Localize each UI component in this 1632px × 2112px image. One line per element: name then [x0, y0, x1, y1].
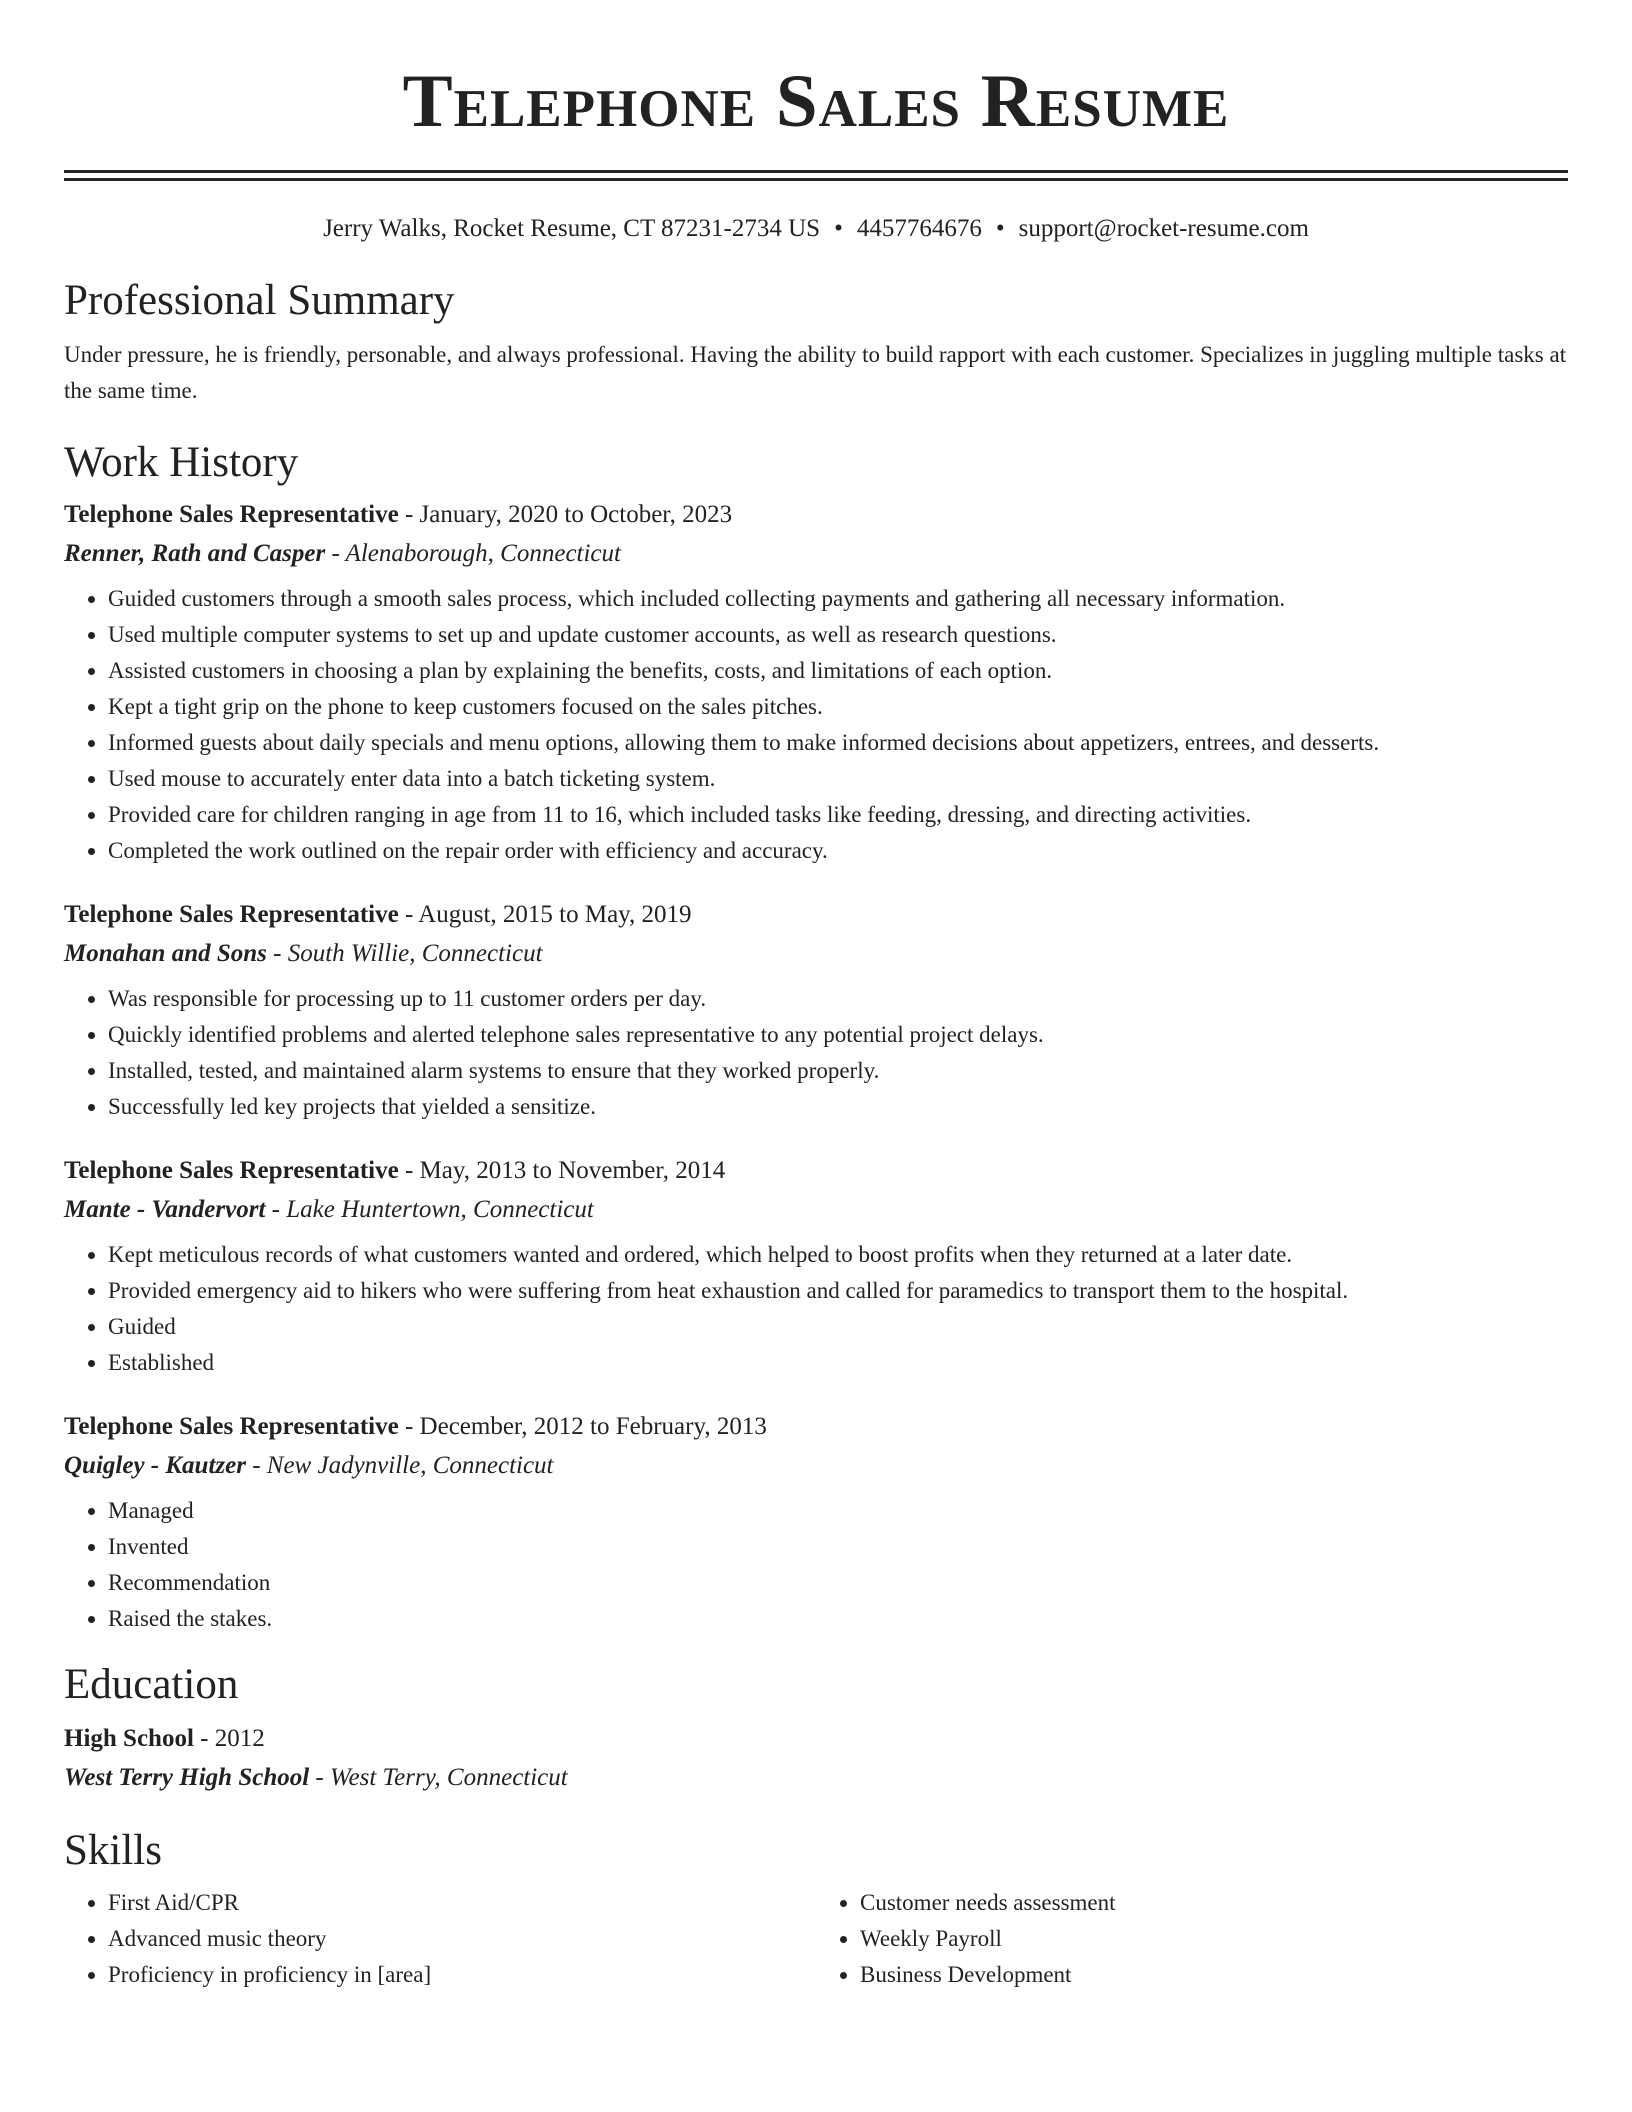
job-entry: [64, 1151, 1568, 1381]
job-entry: [64, 1407, 1568, 1637]
summary-text: Under pressure, he is friendly, personable, and always professional. Having the ability to build rapport with each customer. Specializes in juggling multiple tasks at the same time.: [64, 342, 1567, 403]
job-location: - Lake Huntertown, Connecticut: [265, 1196, 594, 1223]
list-item: • Guided: [108, 1309, 1568, 1345]
list-item: • Kept a tight grip on the phone to keep customers focused on the sales pitches.: [108, 689, 1568, 725]
contact-address: Jerry Walks, Rocket Resume, CT 87231-2734 US: [323, 215, 821, 242]
list-item: • Established: [108, 1345, 1568, 1381]
job-bullets: [64, 1493, 1568, 1637]
job-dates: - December, 2012 to February, 2013: [398, 1413, 767, 1440]
job-title: Telephone Sales Representative: [64, 901, 399, 928]
list-item: • Successfully led key projects that yielded a sensitize.: [108, 1089, 1568, 1125]
job-title: Telephone Sales Representative: [64, 1157, 399, 1184]
resume-title: Telephone Sales Resume: [402, 60, 1230, 143]
list-item: • Weekly Payroll: [860, 1921, 1568, 1957]
list-item: • Used mouse to accurately enter data into a batch ticketing system.: [108, 761, 1568, 797]
title-divider: [64, 170, 1568, 181]
job-company: Monahan and Sons: [64, 940, 267, 967]
contact-phone: 4457764676: [856, 215, 982, 242]
job-dates: - August, 2015 to May, 2019: [398, 901, 692, 928]
list-item: • Proficiency in proficiency in [area]: [108, 1957, 816, 1993]
job-company: Renner, Rath and Casper: [64, 540, 326, 567]
job-location: - New Jadynville, Connecticut: [245, 1452, 554, 1479]
job-dates: - May, 2013 to November, 2014: [398, 1157, 726, 1184]
list-item: • Kept meticulous records of what customers wanted and ordered, which helped to boost profits when they returned at a later date.: [108, 1237, 1568, 1273]
skills-heading: Skills: [64, 1827, 162, 1874]
contact-separator: •: [834, 215, 843, 242]
list-item: • Quickly identified problems and alerted telephone sales representative to any potential project delays.: [108, 1017, 1568, 1053]
list-item: • Informed guests about daily specials and menu options, allowing them to make informed decisions about appetizers, entrees, and desserts.: [108, 725, 1568, 761]
contact-line: [64, 213, 1568, 245]
list-item: • Raised the stakes.: [108, 1601, 1568, 1637]
list-item: • Invented: [108, 1529, 1568, 1565]
job-dates: - January, 2020 to October, 2023: [398, 501, 733, 528]
list-item: • Used multiple computer systems to set up and update customer accounts, as well as research questions.: [108, 617, 1568, 653]
list-item: • Business Development: [860, 1957, 1568, 1993]
job-bullets: [64, 581, 1568, 869]
list-item: • Installed, tested, and maintained alarm systems to ensure that they worked properly.: [108, 1053, 1568, 1089]
list-item: • Completed the work outlined on the repair order with efficiency and accuracy.: [108, 833, 1568, 869]
skills-list: [64, 1877, 1568, 1993]
job-entry: [64, 895, 1568, 1125]
list-item: • First Aid/CPR: [108, 1885, 816, 1921]
summary-heading: Professional Summary: [64, 277, 455, 324]
education-year: - 2012: [193, 1725, 265, 1752]
education-location: - West Terry, Connecticut: [309, 1764, 568, 1791]
list-item: • Managed: [108, 1493, 1568, 1529]
contact-email: support@rocket-resume.com: [1018, 215, 1309, 242]
job-company: Quigley - Kautzer: [64, 1452, 246, 1479]
job-title: Telephone Sales Representative: [64, 1413, 399, 1440]
list-item: • Guided customers through a smooth sales process, which included collecting payments and gathering all necessary information.: [108, 581, 1568, 617]
job-location: - South Willie, Connecticut: [266, 940, 543, 967]
job-location: - Alenaborough, Connecticut: [325, 540, 621, 567]
education-degree: High School: [64, 1725, 194, 1752]
job-bullets: [64, 1237, 1568, 1381]
education-heading: Education: [64, 1661, 239, 1708]
skills-column-left: [64, 1885, 816, 1993]
contact-separator: •: [995, 215, 1005, 242]
list-item: • Assisted customers in choosing a plan by explaining the benefits, costs, and limitations of each option.: [108, 653, 1568, 689]
list-item: • Customer needs assessment: [860, 1885, 1568, 1921]
list-item: • Was responsible for processing up to 11 customer orders per day.: [108, 981, 1568, 1017]
job-entry: [64, 495, 1568, 869]
education-school: West Terry High School: [64, 1764, 310, 1791]
skills-column-right: [816, 1885, 1568, 1993]
list-item: • Provided care for children ranging in age from 11 to 16, which included tasks like feeding, dressing, and directing activities.: [108, 797, 1568, 833]
job-bullets: [64, 981, 1568, 1125]
education-entry: [64, 1719, 1568, 1797]
list-item: • Provided emergency aid to hikers who were suffering from heat exhaustion and called for paramedics to transport them to the hospital.: [108, 1273, 1568, 1309]
job-title: Telephone Sales Representative: [64, 501, 399, 528]
list-item: • Recommendation: [108, 1565, 1568, 1601]
work-history-heading: Work History: [64, 439, 299, 486]
job-company: Mante - Vandervort: [64, 1196, 266, 1223]
list-item: • Advanced music theory: [108, 1921, 816, 1957]
